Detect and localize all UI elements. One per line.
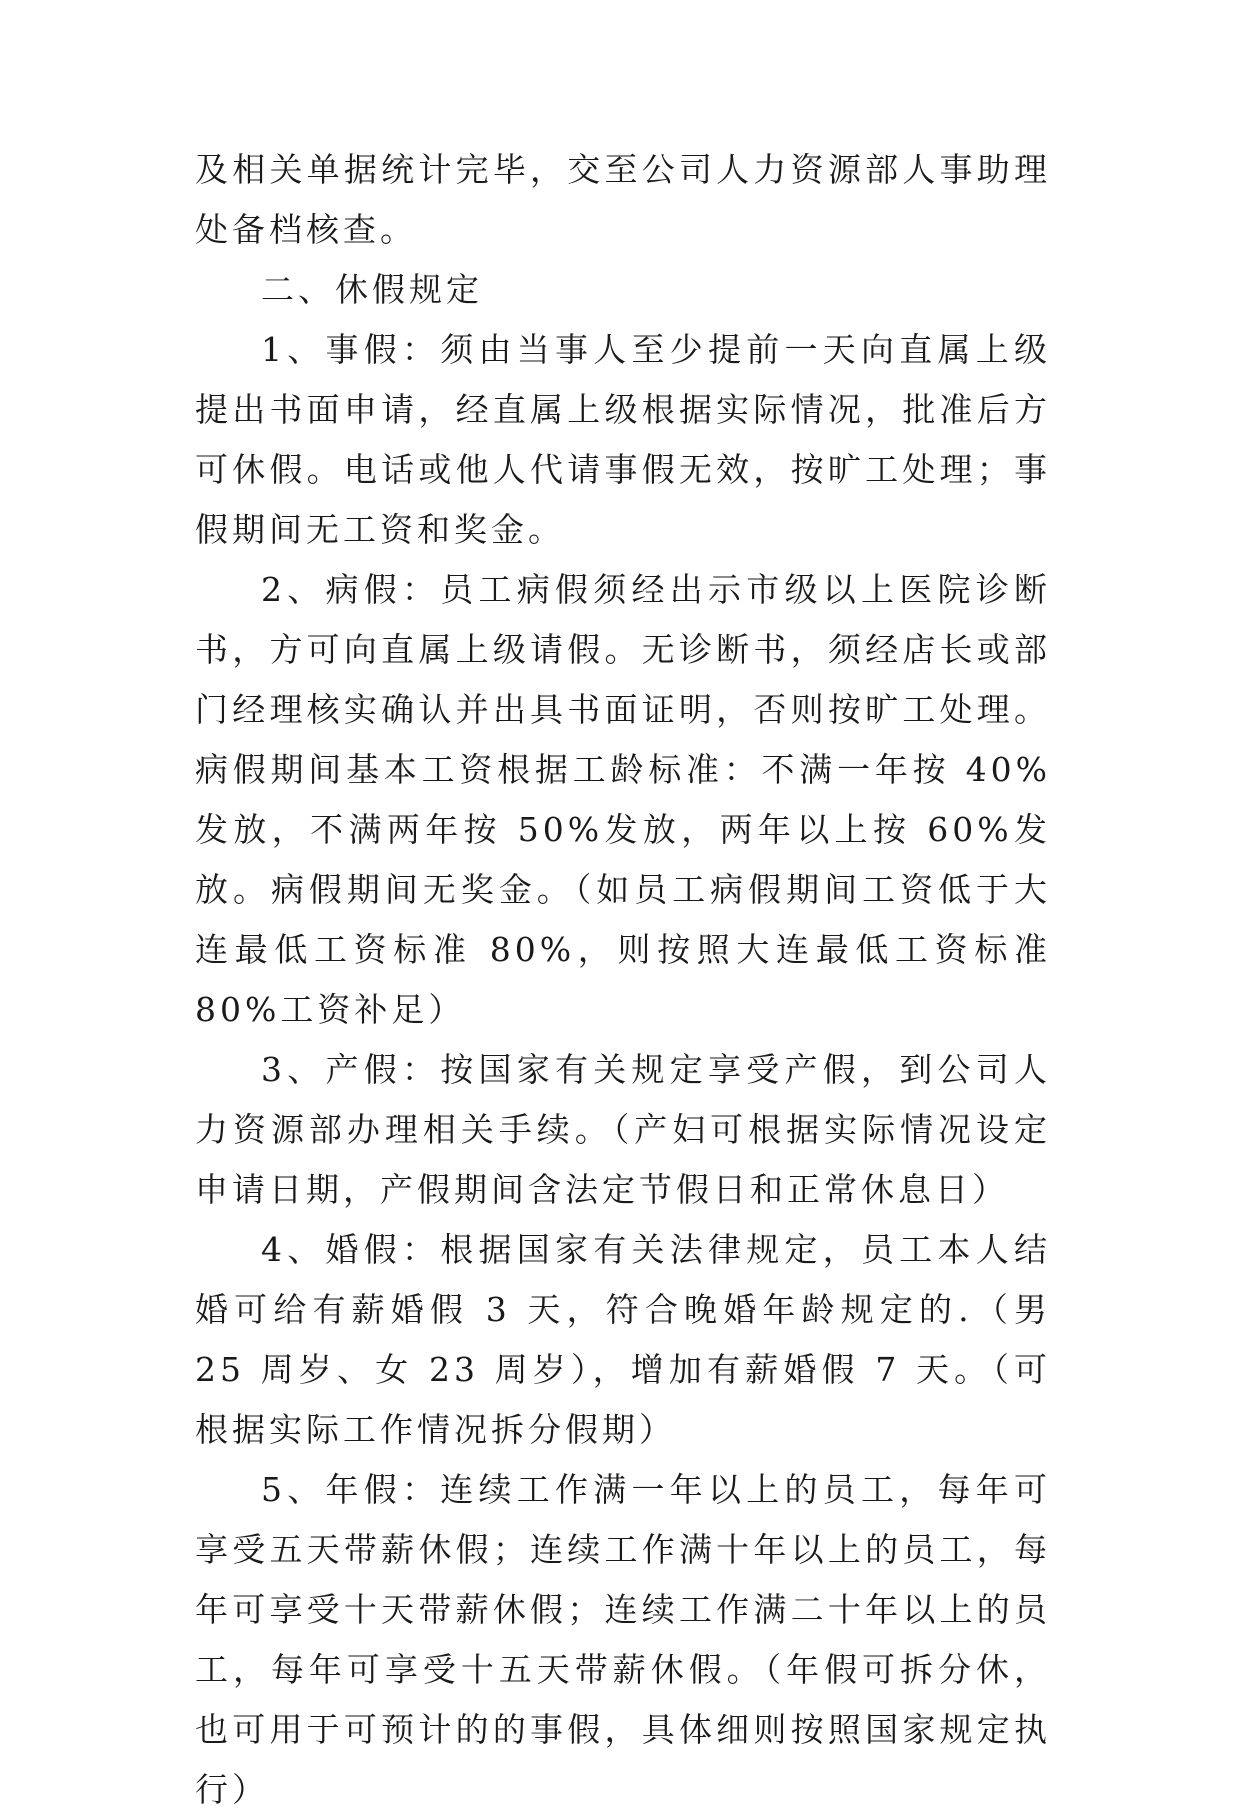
paragraph-personal-leave: 1、事假：须由当事人至少提前一天向直属上级提出书面申请，经直属上级根据实际情况，批准后方可休假。电话或他人代请事假无效，按旷工处理；事假期间无工资和奖金。 bbox=[195, 330, 1051, 549]
paragraph-annual-leave: 5、年假：连续工作满一年以上的员工，每年可享受五天带薪休假；连续工作满十年以上的员工，每年可享受十天带薪休假；连续工作满二十年以上的员工，每年可享受十五天带薪休假。（年假可拆分休，也可用于可预计的的事假，具体细则按照国家规定执行） bbox=[195, 1470, 1051, 1809]
document-page bbox=[195, 140, 1051, 1820]
paragraph-maternity-leave: 3、产假：按国家有关规定享受产假，到公司人力资源部办理相关手续。（产妇可根据实际情况设定申请日期，产假期间含法定节假日和正常休息日） bbox=[195, 1050, 1051, 1209]
paragraph-sick-leave: 2、病假：员工病假须经出示市级以上医院诊断书，方可向直属上级请假。无诊断书，须经店长或部门经理核实确认并出具书面证明，否则按旷工处理。病假期间基本工资根据工龄标准：不满一年按 40%发放，不满两年按 50%发放，两年以上按 60%发放。病假期间无奖金。（如员工病假期间工资低于大连最低工资标准 80%，则按照大连最低工资标准 80%工资补足） bbox=[195, 570, 1051, 1029]
paragraph-continuation: 及相关单据统计完毕，交至公司人力资源部人事助理处备档核查。 bbox=[195, 150, 1051, 249]
paragraph-marriage-leave: 4、婚假：根据国家有关法律规定，员工本人结婚可给有薪婚假 3 天，符合晚婚年龄规定的.（男 25 周岁、女 23 周岁），增加有薪婚假 7 天。（可根据实际工作情况拆分假期） bbox=[195, 1230, 1051, 1449]
section-heading-leave-rules: 二、休假规定 bbox=[261, 270, 483, 309]
